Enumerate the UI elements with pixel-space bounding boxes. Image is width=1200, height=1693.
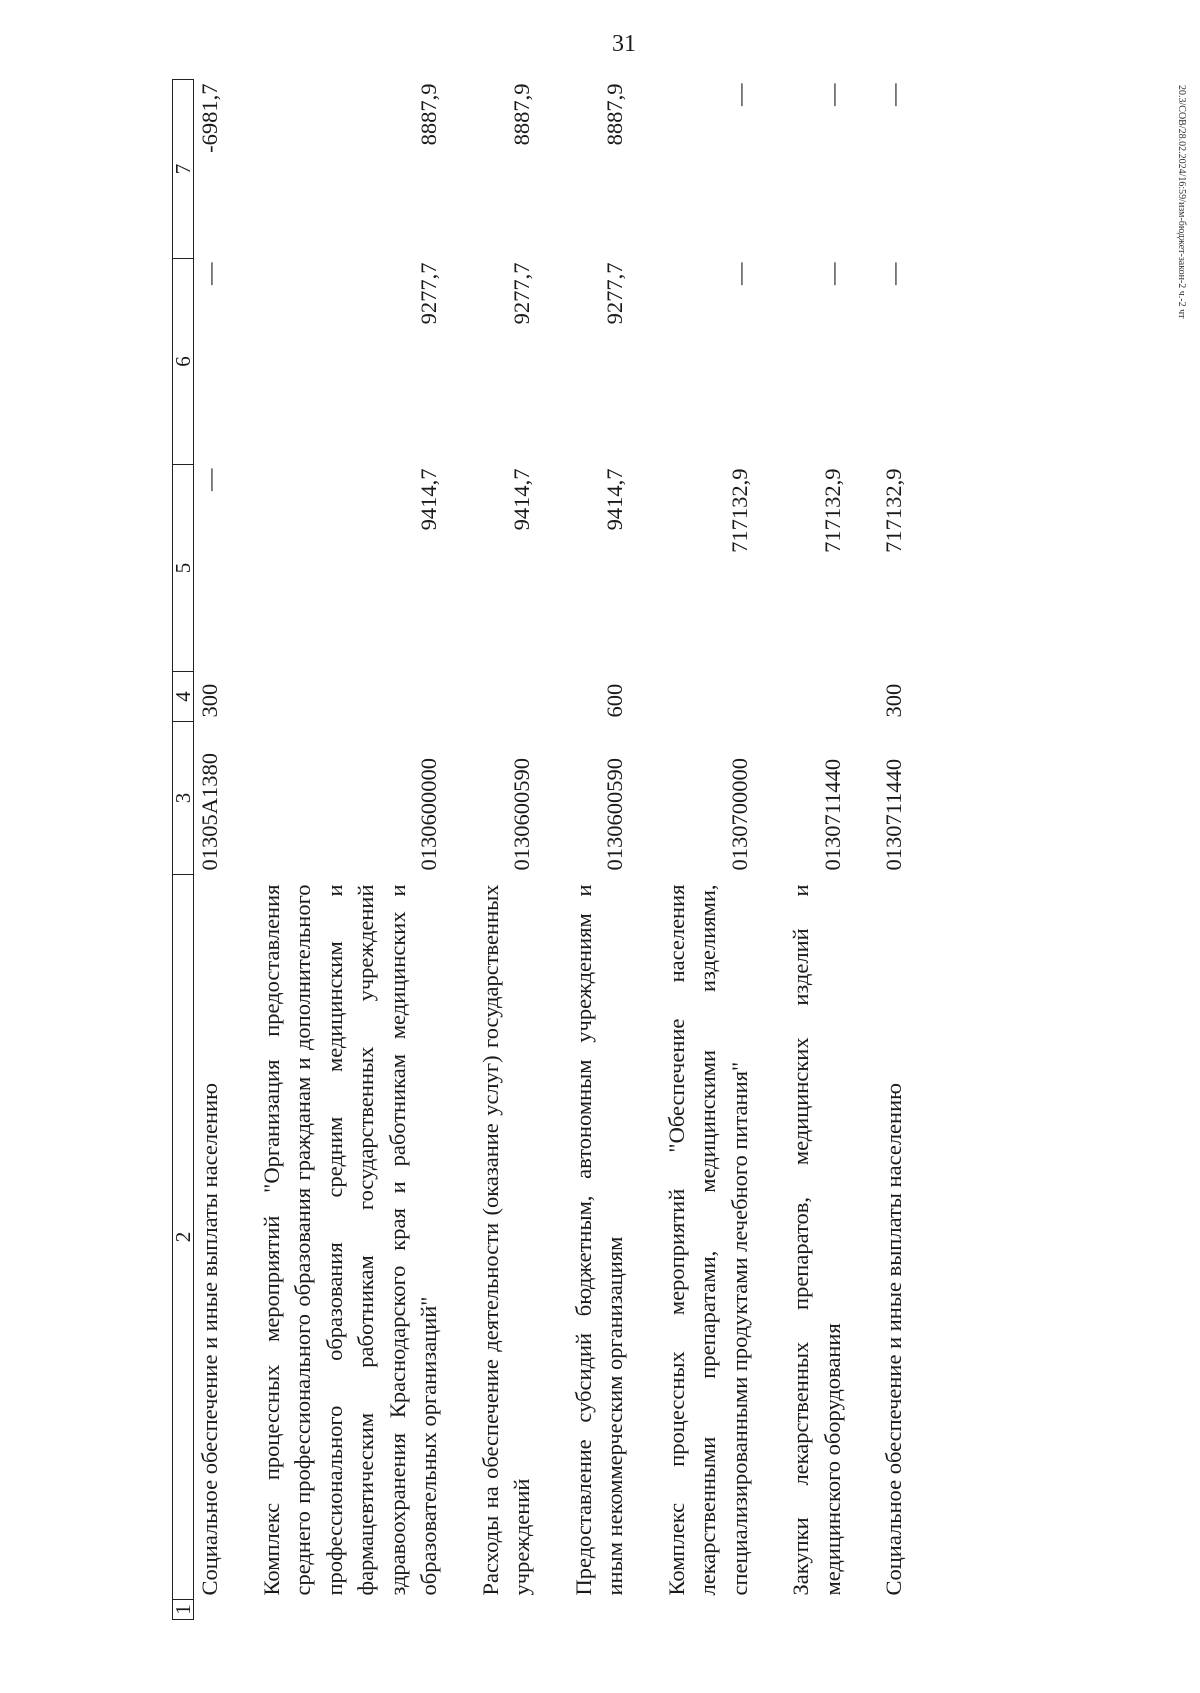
table-row (631, 80, 756, 1620)
row-number-cell (631, 1600, 756, 1620)
table-row (226, 80, 445, 1620)
header-row (173, 80, 194, 1620)
rotated-table-wrapper (172, 80, 1032, 1620)
row-number-cell (226, 1600, 445, 1620)
target-code-cell: 0130600590 (602, 758, 627, 871)
description-cell: Закупки лекарственных препаратов, медицинских изделий и медицинского оборудования (788, 884, 845, 1596)
table-row (194, 80, 226, 1620)
amount-col7-cell: — (881, 83, 906, 106)
amount-col7-cell: 8887,9 (416, 83, 441, 146)
header-col-5: 5 (173, 465, 194, 672)
header-col-2: 2 (173, 875, 194, 1600)
amount-col6-cell: 9277,7 (509, 262, 534, 325)
target-code-cell: 01305А1380 (197, 753, 222, 871)
row-number-cell (538, 1600, 631, 1620)
table-row (755, 80, 848, 1620)
amount-col5-cell: 717132,9 (819, 468, 845, 553)
amount-col5-cell: 9414,7 (509, 468, 534, 531)
row-number-cell (755, 1600, 848, 1620)
amount-col7-cell: -6981,7 (197, 83, 222, 153)
amount-col5-cell: 717132,9 (881, 468, 906, 553)
row-number-cell (445, 1600, 538, 1620)
target-code-cell: 0130711440 (819, 758, 845, 871)
expense-type-cell: 600 (602, 683, 627, 718)
amount-col5-cell: — (197, 468, 222, 491)
description-cell: Расходы на обеспечение деятельности (оказание услуг) государственных учреждений (477, 884, 534, 1596)
amount-col6-cell: 9277,7 (602, 262, 627, 325)
amount-col7-cell: 8887,9 (509, 83, 534, 146)
description-cell: Социальное обеспечение и иные выплаты населению (881, 1083, 906, 1596)
description-cell: Социальное обеспечение и иные выплаты населению (197, 1083, 222, 1596)
header-col-6: 6 (173, 259, 194, 465)
amount-col6-cell: — (881, 262, 906, 285)
amount-col6-cell: — (819, 262, 845, 285)
header-col-1: 1 (173, 1600, 194, 1620)
footer-file-path: 20.3/СОВ/28.02.2024/16:59/изм-бюджет-закон-2 ч.-2 чт (1176, 85, 1187, 319)
description-cell: Предоставление субсидий бюджетным, автономным учреждениям и иным некоммерческим организациям (570, 884, 627, 1596)
amount-col6-cell: — (197, 262, 222, 285)
expense-type-cell (755, 672, 848, 722)
amount-col5-cell: 717132,9 (726, 468, 752, 553)
table-row (445, 80, 538, 1620)
target-code-cell: 0130600590 (509, 758, 534, 871)
row-number-cell (848, 1600, 910, 1620)
amount-col7-cell: — (819, 83, 845, 106)
description-cell: Комплекс процессных мероприятий "Организация предоставления среднего профессионального образования гражданам и дополнительного профессионального образования средним медицинским и фармацевтическим работникам государственных учреждений здравоохранения Краснодарского края и работникам медицинских и образовательных организаций" (258, 884, 441, 1596)
expense-type-cell (445, 672, 538, 722)
expense-type-cell (226, 672, 445, 722)
amount-col5-cell: 9414,7 (416, 468, 441, 531)
target-code-cell: 0130711440 (881, 758, 906, 871)
amount-col6-cell: 9277,7 (416, 262, 441, 325)
page-number: 31 (612, 31, 636, 57)
description-cell: Комплекс процессных мероприятий "Обеспечение населения лекарственными препаратами, медицинскими изделиями, специализированными продуктами лечебного питания" (663, 884, 752, 1596)
amount-col7-cell: — (726, 83, 752, 106)
header-col-3: 3 (173, 722, 194, 875)
budget-table (172, 79, 910, 1620)
header-col-7: 7 (173, 80, 194, 259)
expense-type-cell: 300 (881, 683, 906, 718)
table-row (848, 80, 910, 1620)
amount-col6-cell: — (726, 262, 752, 285)
row-number-cell (194, 1600, 226, 1620)
table-row (538, 80, 631, 1620)
amount-col5-cell: 9414,7 (602, 468, 627, 531)
expense-type-cell: 300 (197, 683, 222, 718)
amount-col7-cell: 8887,9 (602, 83, 627, 146)
header-col-4: 4 (173, 672, 194, 722)
target-code-cell: 0130600000 (416, 758, 441, 871)
target-code-cell: 0130700000 (726, 758, 752, 871)
expense-type-cell (631, 672, 756, 722)
